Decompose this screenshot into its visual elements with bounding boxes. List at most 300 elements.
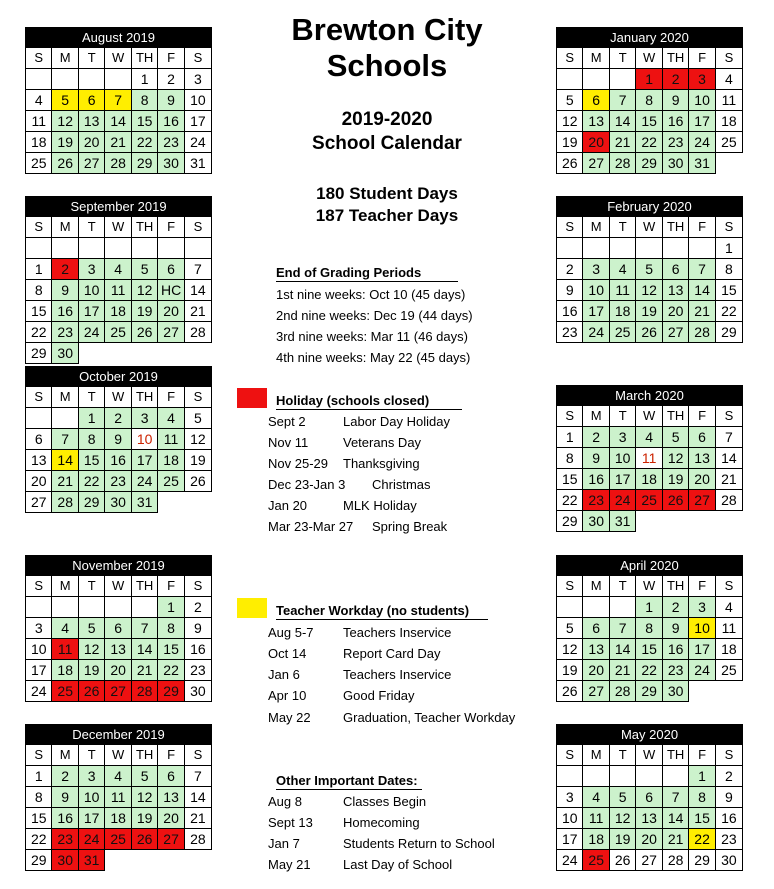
day-cell: 15 [689,808,715,829]
day-cell: 16 [662,111,688,132]
day-cell: 29 [158,681,184,702]
day-cell: 19 [52,132,78,153]
day-cell: 1 [557,427,583,448]
day-cell: 25 [105,829,131,850]
day-cell: 18 [715,111,742,132]
day-cell: 15 [78,450,104,471]
day-cell: 8 [636,618,662,639]
day-cell: 19 [609,829,635,850]
day-cell: 10 [78,280,104,301]
weekday-header: TH [131,745,157,766]
day-cell: 14 [609,639,635,660]
holiday-item [268,435,421,451]
day-cell: 18 [26,132,52,153]
weekday-header: S [557,745,583,766]
empty-cell [105,597,131,618]
week-row [557,153,743,174]
day-cell: 13 [689,448,715,469]
day-cell: 6 [105,618,131,639]
weekday-header: T [609,217,635,238]
day-cell: 17 [131,450,157,471]
day-cell: 20 [26,471,52,492]
weekday-header: T [609,48,635,69]
month-title: December 2019 [26,725,212,745]
grading-heading: End of Grading Periods [276,265,458,282]
weekday-header: TH [131,576,157,597]
week-row [26,829,212,850]
empty-cell [715,511,742,532]
day-cell: 6 [583,90,609,111]
week-row [557,787,743,808]
empty-cell [583,766,609,787]
workday-label: Report Card Day [343,646,441,661]
day-cell: 6 [26,429,52,450]
weekday-header: F [158,387,184,408]
day-cell: 11 [583,808,609,829]
other-item [268,836,495,852]
day-cell: 9 [184,618,211,639]
day-cell: 4 [609,259,635,280]
holiday-date: Jan 20 [268,498,308,513]
holiday-date: Sept 2 [268,414,306,429]
day-cell: 5 [131,766,157,787]
weekday-header: T [78,576,104,597]
empty-cell [52,597,78,618]
weekday-header: F [689,217,715,238]
day-cell: 5 [184,408,211,429]
week-row [557,259,743,280]
empty-cell [26,408,52,429]
day-cell: 24 [184,132,211,153]
day-cell: 31 [689,153,715,174]
day-cell: 21 [184,301,211,322]
student-days: 180 Student Days [316,184,458,203]
empty-cell [689,681,715,702]
week-row [26,153,212,174]
workday-item [268,646,441,662]
day-cell: 15 [26,301,52,322]
day-cell: 30 [158,153,184,174]
empty-cell [583,238,609,259]
week-row [26,132,212,153]
day-cell: 15 [158,639,184,660]
day-cell: 8 [26,787,52,808]
week-row [26,681,212,702]
day-cell: 5 [78,618,104,639]
empty-cell [52,69,78,90]
day-cell: 20 [583,132,609,153]
day-cell: 10 [26,639,52,660]
weekday-header: TH [131,387,157,408]
weekday-header: F [689,406,715,427]
week-row [557,681,743,702]
month-title: October 2019 [26,367,212,387]
empty-cell [662,238,688,259]
weekday-header: M [583,745,609,766]
calendar-table [25,27,212,174]
day-cell: 10 [131,429,157,450]
day-cell: 27 [105,681,131,702]
day-cell: 11 [715,90,742,111]
empty-cell [105,69,131,90]
day-cell: 26 [636,322,662,343]
month-title: April 2020 [557,556,743,576]
weekday-header: S [184,745,211,766]
day-cell: 2 [158,69,184,90]
calendar-august-2019 [25,27,212,174]
weekday-header: S [715,406,742,427]
day-cell: 23 [184,660,211,681]
weekday-header: F [689,48,715,69]
day-cell: 20 [662,301,688,322]
week-row [557,597,743,618]
weekday-header: TH [662,406,688,427]
day-cell: 12 [557,111,583,132]
weekday-header: F [689,745,715,766]
workday-label: Graduation, Teacher Workday [343,710,516,725]
empty-cell [158,238,184,259]
calendar-february-2020 [556,196,743,343]
weekday-header: S [715,576,742,597]
day-cell: 2 [557,259,583,280]
day-cell: 25 [52,681,78,702]
day-cell: 3 [557,787,583,808]
day-cell: 13 [78,111,104,132]
day-cell: 22 [78,471,104,492]
day-cell: 5 [557,618,583,639]
empty-cell [557,238,583,259]
day-cell: 14 [131,639,157,660]
day-cell: 16 [662,639,688,660]
weekday-header: T [78,745,104,766]
empty-cell [131,850,157,871]
day-cell: 7 [689,259,715,280]
weekday-header: M [583,48,609,69]
day-cell: 21 [689,301,715,322]
day-cell: 28 [689,322,715,343]
day-cell: 9 [52,280,78,301]
day-cell: 8 [78,429,104,450]
empty-cell [662,511,688,532]
calendar-table [556,385,743,532]
weekday-header: S [184,576,211,597]
holiday-item [268,519,447,535]
day-cell: 22 [131,132,157,153]
day-cell: 4 [105,766,131,787]
day-cell: 19 [557,132,583,153]
day-cell: 7 [184,259,211,280]
day-cell: 5 [609,787,635,808]
day-cell: 7 [662,787,688,808]
workday-label: Teachers Inservice [343,625,452,640]
day-cell: 9 [662,90,688,111]
month-title: November 2019 [26,556,212,576]
weekday-header: S [26,387,52,408]
day-cell: 23 [662,132,688,153]
weekday-header: S [26,576,52,597]
day-cell: 1 [131,69,157,90]
day-cell: 27 [583,681,609,702]
day-cell: 30 [184,681,211,702]
teacher-days: 187 Teacher Days [315,206,459,225]
day-cell: 19 [78,660,104,681]
weekday-header: M [52,576,78,597]
weekday-header: TH [662,48,688,69]
day-cell: 21 [131,660,157,681]
day-cell: 4 [26,90,52,111]
day-cell: 12 [636,280,662,301]
day-cell: 3 [131,408,157,429]
day-cell: 31 [78,850,104,871]
holiday-heading: Holiday (schools closed) [276,393,462,410]
day-cell: 17 [583,301,609,322]
day-cell: 26 [52,153,78,174]
day-cell: 25 [609,322,635,343]
day-cell: 28 [105,153,131,174]
empty-cell [557,597,583,618]
title-line-2: Schools [326,48,448,83]
day-cell: 24 [609,490,635,511]
day-cell: 17 [184,111,211,132]
holiday-item [268,477,431,493]
day-cell: 18 [105,808,131,829]
workday-label: Good Friday [343,688,415,703]
day-cell: 9 [715,787,742,808]
day-cell: 16 [583,469,609,490]
empty-cell [78,597,104,618]
day-cell: 29 [636,681,662,702]
calendar-table [25,724,212,871]
day-cell: 30 [52,343,78,364]
day-cell: 9 [557,280,583,301]
day-cell: HC [158,280,184,301]
day-cell: 24 [78,829,104,850]
day-cell: 16 [52,808,78,829]
other-date: Jan 7 [268,836,300,851]
day-cell: 5 [636,259,662,280]
holiday-label: MLK Holiday [343,498,417,513]
day-cell: 26 [78,681,104,702]
day-cell: 15 [131,111,157,132]
workday-date: Jan 6 [268,667,300,682]
holiday-date: Dec 23-Jan 3 [268,477,346,492]
day-cell: 9 [583,448,609,469]
day-cell: 10 [78,787,104,808]
week-row [26,69,212,90]
subtitle-line-1: 2019-2020 [341,109,433,130]
day-cell: 26 [662,490,688,511]
week-row [26,639,212,660]
day-cell: 13 [583,111,609,132]
month-title: August 2019 [26,28,212,48]
week-row [557,132,743,153]
workday-date: Aug 5-7 [268,625,314,640]
day-cell: 4 [158,408,184,429]
weekday-header: M [52,217,78,238]
week-row [26,660,212,681]
weekday-header: S [184,217,211,238]
empty-cell [158,343,184,364]
day-cell: 5 [557,90,583,111]
holiday-date: Mar 23-Mar 27 [268,519,354,534]
day-cell: 27 [636,850,662,871]
week-row [557,490,743,511]
day-cell: 27 [78,153,104,174]
weekday-header: S [184,387,211,408]
day-cell: 14 [184,280,211,301]
day-cell: 24 [78,322,104,343]
day-cell: 17 [557,829,583,850]
day-cell: 21 [184,808,211,829]
day-cell: 8 [158,618,184,639]
day-cell: 1 [26,259,52,280]
empty-cell [26,69,52,90]
day-cell: 1 [78,408,104,429]
other-label: Classes Begin [343,794,427,809]
holiday-label: Labor Day Holiday [343,414,450,429]
empty-cell [583,597,609,618]
week-row [557,111,743,132]
holiday-label: Veterans Day [343,435,422,450]
weekday-header: W [636,745,662,766]
week-row [26,808,212,829]
week-row [26,238,212,259]
empty-cell [184,850,211,871]
holiday-item [268,414,450,430]
weekday-header: F [158,576,184,597]
day-cell: 27 [689,490,715,511]
holiday-item [268,498,417,514]
day-cell: 17 [609,469,635,490]
day-cell: 12 [131,280,157,301]
day-cell: 8 [636,90,662,111]
month-title: February 2020 [557,197,743,217]
weekday-header: F [158,217,184,238]
day-cell: 6 [583,618,609,639]
day-cell: 12 [184,429,211,450]
day-cell: 17 [78,301,104,322]
day-cell: 12 [609,808,635,829]
month-title: March 2020 [557,386,743,406]
day-cell: 12 [662,448,688,469]
day-cell: 1 [636,597,662,618]
week-row [26,450,212,471]
day-cell: 6 [158,259,184,280]
day-cell: 2 [662,597,688,618]
day-cell: 1 [158,597,184,618]
grading-item: 4th nine weeks: May 22 (45 days) [276,350,471,365]
day-cell: 4 [715,597,742,618]
weekday-header: W [636,217,662,238]
empty-cell [131,238,157,259]
day-cell: 22 [26,322,52,343]
day-cell: 20 [78,132,104,153]
weekday-header: S [557,576,583,597]
day-cell: 1 [636,69,662,90]
day-cell: 28 [715,490,742,511]
day-cell: 25 [158,471,184,492]
weekday-header: F [158,48,184,69]
day-cell: 5 [52,90,78,111]
weekday-header: T [609,745,635,766]
weekday-header: TH [131,48,157,69]
day-cell: 3 [78,259,104,280]
grading-item: 1st nine weeks: Oct 10 (45 days) [276,287,466,302]
day-cell: 18 [636,469,662,490]
day-cell: 22 [26,829,52,850]
day-cell: 20 [636,829,662,850]
calendar-march-2020 [556,385,743,532]
weekday-header: S [557,406,583,427]
week-row [26,597,212,618]
empty-cell [609,766,635,787]
day-cell: 30 [105,492,131,513]
workday-date: Apr 10 [268,688,307,703]
day-cell: 15 [636,639,662,660]
day-cell: 1 [26,766,52,787]
day-cell: 25 [636,490,662,511]
weekday-header: F [689,576,715,597]
day-cell: 22 [689,829,715,850]
calendar-table [556,724,743,871]
day-cell: 23 [557,322,583,343]
day-cell: 26 [131,829,157,850]
day-cell: 29 [131,153,157,174]
empty-cell [609,597,635,618]
weekday-header: S [26,745,52,766]
day-cell: 30 [52,850,78,871]
weekday-header: M [52,48,78,69]
day-cell: 8 [26,280,52,301]
day-cell: 10 [689,90,715,111]
empty-cell [78,238,104,259]
day-cell: 15 [557,469,583,490]
other-date: Sept 13 [268,815,313,830]
holiday-label: Christmas [372,477,431,492]
day-cell: 28 [52,492,78,513]
month-title: May 2020 [557,725,743,745]
day-cell: 24 [557,850,583,871]
weekday-header: S [26,48,52,69]
empty-cell [78,69,104,90]
day-cell: 13 [636,808,662,829]
week-row [557,850,743,871]
day-cell: 3 [184,69,211,90]
calendar-may-2020 [556,724,743,871]
calendar-october-2019 [25,366,212,513]
week-row [26,301,212,322]
week-row [557,639,743,660]
weekday-header: F [158,745,184,766]
day-cell: 9 [662,618,688,639]
day-cell: 14 [689,280,715,301]
day-cell: 7 [131,618,157,639]
empty-cell [583,69,609,90]
day-cell: 8 [715,259,742,280]
empty-cell [184,343,211,364]
day-cell: 4 [636,427,662,448]
day-cell: 23 [662,660,688,681]
day-cell: 5 [131,259,157,280]
day-cell: 18 [52,660,78,681]
day-cell: 26 [184,471,211,492]
weekday-header: TH [662,576,688,597]
workday-item [268,688,415,704]
weekday-header: W [636,48,662,69]
week-row [26,90,212,111]
other-date: Aug 8 [268,794,302,809]
day-cell: 21 [662,829,688,850]
